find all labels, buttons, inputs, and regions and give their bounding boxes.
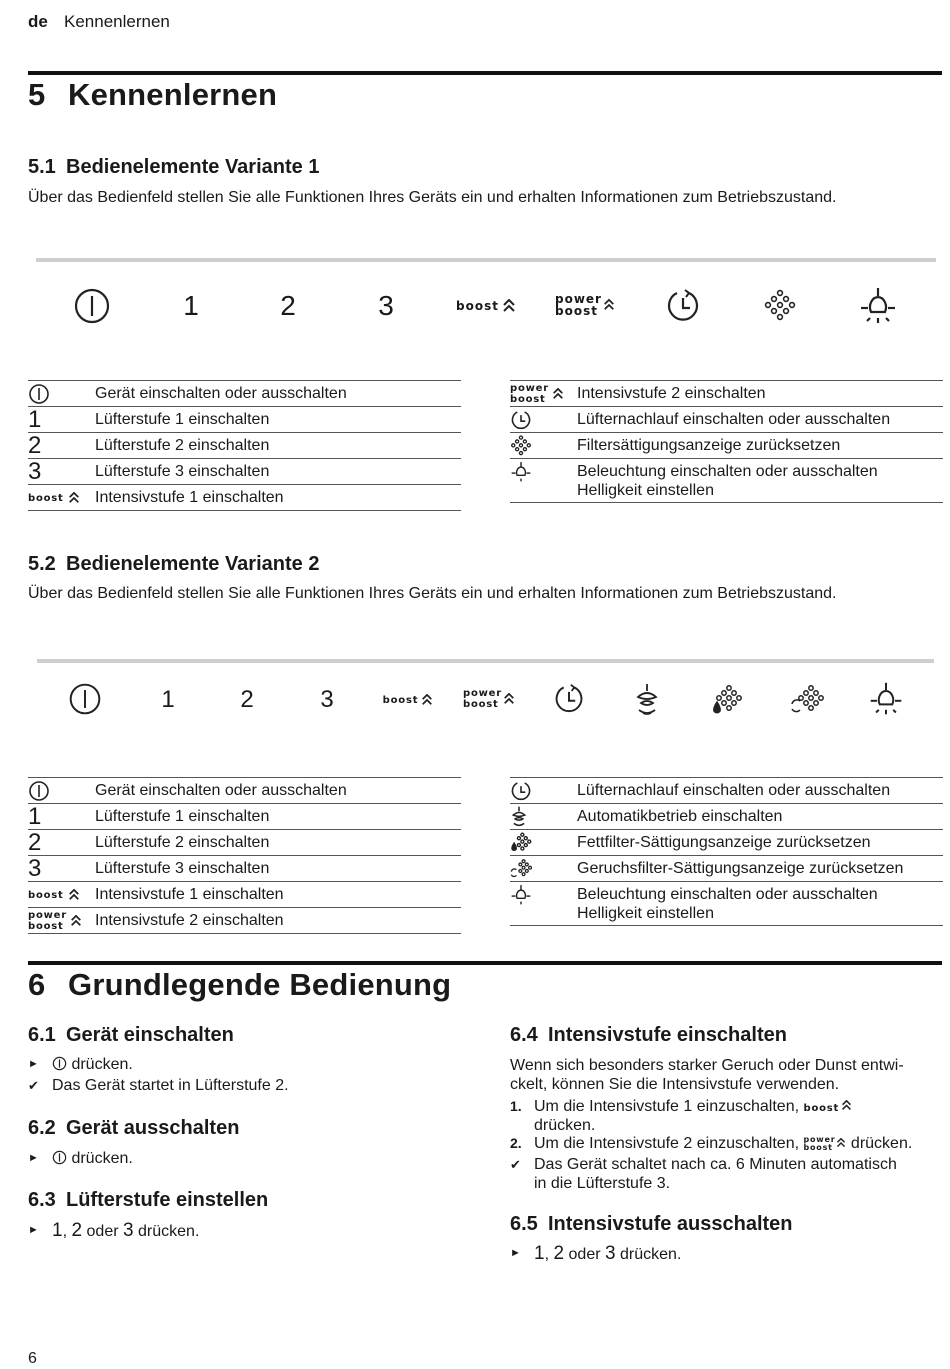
fan-level-2-icon: 2: [28, 829, 42, 856]
page-number: 6: [28, 1350, 37, 1367]
s51-text: Über das Bedienfeld stellen Sie alle Funktionen Ihres Geräts ein und erhalten Informationen zum Betriebszustand.: [28, 189, 837, 206]
power-icon: [52, 1056, 67, 1071]
chevron-up-icon: [503, 693, 515, 705]
section-rule: [28, 961, 942, 965]
legend-text: Intensivstufe 1 einschalten: [95, 489, 284, 506]
fan-level-2-icon: 2: [28, 432, 42, 459]
boost-icon: boost: [28, 884, 88, 906]
fan-level-3-icon: 3: [28, 458, 42, 485]
s65-heading: 6.5 Intensivstufe ausschalten: [510, 1213, 793, 1235]
power-boost-button[interactable]: power boost: [555, 290, 615, 320]
legend-text: Lüfterstufe 3 einschalten: [95, 463, 270, 480]
legend-row: [28, 484, 461, 511]
power-icon: [28, 383, 88, 405]
light-icon[interactable]: [868, 681, 904, 717]
auto-mode-icon[interactable]: [632, 682, 662, 718]
section-5-heading: 5 Kennenlernen: [28, 77, 278, 112]
fan-level-3-button[interactable]: 3: [378, 290, 394, 321]
language-code: de: [28, 12, 48, 31]
legend-text: Lüfternachlauf einschalten oder ausschalten: [577, 411, 891, 428]
legend-row: [28, 777, 461, 803]
s64-heading: 6.4 Intensivstufe einschalten: [510, 1024, 787, 1046]
fan-level-2-button[interactable]: 2: [280, 290, 296, 321]
filter-icon[interactable]: [762, 288, 798, 324]
legend-row: [510, 432, 943, 458]
timer-icon[interactable]: [664, 287, 702, 325]
fan-level-1-icon: 1: [28, 406, 42, 433]
legend-1-right: [510, 380, 943, 503]
legend-text: Lüfterstufe 2 einschalten: [95, 437, 270, 454]
legend-row: [28, 907, 461, 934]
legend-1-left: [28, 380, 461, 511]
s52-text: Über das Bedienfeld stellen Sie alle Funktionen Ihres Geräts ein und erhalten Informationen zum Betriebszustand.: [28, 585, 837, 602]
check-icon: ✔: [510, 1157, 521, 1172]
legend-text: Lüfterstufe 3 einschalten: [95, 860, 270, 877]
power-boost-icon: power boost: [28, 910, 88, 932]
timer-icon: [510, 780, 570, 802]
fan-level-3-icon: 3: [28, 855, 42, 882]
filter-icon: [510, 435, 570, 457]
fan-level-3-button[interactable]: 3: [320, 686, 334, 713]
running-header: Kennenlernen: [64, 12, 170, 31]
light-icon: [510, 461, 570, 483]
panel-1-edge: [36, 258, 936, 262]
odour-filter-icon[interactable]: [790, 683, 824, 717]
legend-text: Gerät einschalten oder ausschalten: [95, 385, 347, 402]
legend-row: [510, 458, 943, 503]
control-panel-2: [0, 680, 950, 720]
legend-row: [510, 881, 943, 926]
power-boost-button[interactable]: power boost: [462, 685, 516, 713]
legend-text: Gerät einschalten oder ausschalten: [95, 782, 347, 799]
legend-row: [28, 458, 461, 484]
step-arrow-icon: ►: [510, 1247, 521, 1259]
chevron-up-icon: [603, 298, 615, 312]
legend-text: Lüfterstufe 2 einschalten: [95, 834, 270, 851]
timer-icon: [510, 409, 570, 431]
legend-row: [28, 406, 461, 432]
legend-text: Intensivstufe 1 einschalten: [95, 886, 284, 903]
light-icon[interactable]: [858, 286, 898, 326]
power-icon: [28, 780, 88, 802]
panel-2-edge: [37, 659, 934, 663]
legend-row: [28, 380, 461, 406]
legend-text: Intensivstufe 2 einschalten: [577, 385, 766, 402]
legend-row: [510, 777, 943, 803]
light-icon: [510, 884, 570, 906]
legend-row: [28, 855, 461, 881]
legend-text: Geruchsfilter-Sättigungsanzeige zurücksetzen: [577, 860, 904, 877]
s52-heading: 5.2 Bedienelemente Variante 2: [28, 553, 320, 575]
boost-button[interactable]: boost: [456, 294, 516, 318]
control-panel-1: [0, 284, 950, 328]
auto-mode-icon: [510, 806, 570, 828]
legend-text: Intensivstufe 2 einschalten: [95, 912, 284, 929]
legend-text: Automatikbetrieb einschalten: [577, 808, 783, 825]
power-icon: [52, 1150, 67, 1165]
chevron-up-icon: [421, 694, 433, 706]
boost-button[interactable]: boost: [381, 689, 435, 711]
legend-text: Lüfternachlauf einschalten oder ausschalten: [577, 782, 891, 799]
legend-text: Lüfterstufe 1 einschalten: [95, 808, 270, 825]
fan-level-1-button[interactable]: 1: [183, 290, 199, 321]
power-icon[interactable]: [67, 681, 103, 717]
legend-row: [510, 855, 943, 881]
legend-text: Beleuchtung einschalten oder ausschalten Helligkeit einstellen: [577, 463, 878, 499]
legend-row: [28, 881, 461, 907]
s63-heading: 6.3 Lüfterstufe einstellen: [28, 1189, 269, 1211]
section-6-heading: 6 Grundlegende Bedienung: [28, 967, 452, 1002]
legend-text: Fettfilter-Sättigungsanzeige zurücksetzen: [577, 834, 871, 851]
step-arrow-icon: ►: [28, 1152, 39, 1164]
legend-row: [510, 406, 943, 432]
legend-text: Beleuchtung einschalten oder ausschalten Helligkeit einstellen: [577, 886, 878, 922]
step-arrow-icon: ►: [28, 1224, 39, 1236]
grease-filter-icon[interactable]: [712, 683, 742, 717]
legend-text: Lüfterstufe 1 einschalten: [95, 411, 270, 428]
step-arrow-icon: ►: [28, 1058, 39, 1070]
s51-heading: 5.1 Bedienelemente Variante 1: [28, 156, 320, 178]
legend-2-left: [28, 777, 461, 934]
boost-icon: boost: [28, 487, 88, 509]
legend-row: [28, 432, 461, 458]
power-boost-icon: power boost: [510, 383, 570, 405]
legend-row: [510, 380, 943, 406]
legend-row: [28, 803, 461, 829]
fan-level-2-button[interactable]: 2: [240, 686, 254, 713]
fan-level-1-button[interactable]: 1: [161, 686, 175, 713]
legend-row: [510, 803, 943, 829]
legend-text: Filtersättigungsanzeige zurücksetzen: [577, 437, 841, 454]
timer-icon[interactable]: [552, 682, 586, 716]
legend-2-right: [510, 777, 943, 926]
grease-filter-icon: [510, 832, 570, 854]
fan-level-1-icon: 1: [28, 803, 42, 830]
chevron-up-icon: [502, 299, 516, 313]
section-rule: [28, 71, 942, 75]
odour-filter-icon: [510, 858, 570, 880]
check-icon: ✔: [28, 1078, 39, 1093]
legend-row: [510, 829, 943, 855]
power-icon[interactable]: [72, 286, 112, 326]
s64-intro: Wenn sich besonders starker Geruch oder Dunst entwi- ckelt, können Sie die Intensivstufe verwenden.: [510, 1057, 904, 1093]
legend-row: [28, 829, 461, 855]
s61-heading: 6.1 Gerät einschalten: [28, 1024, 234, 1046]
s62-heading: 6.2 Gerät ausschalten: [28, 1117, 240, 1139]
